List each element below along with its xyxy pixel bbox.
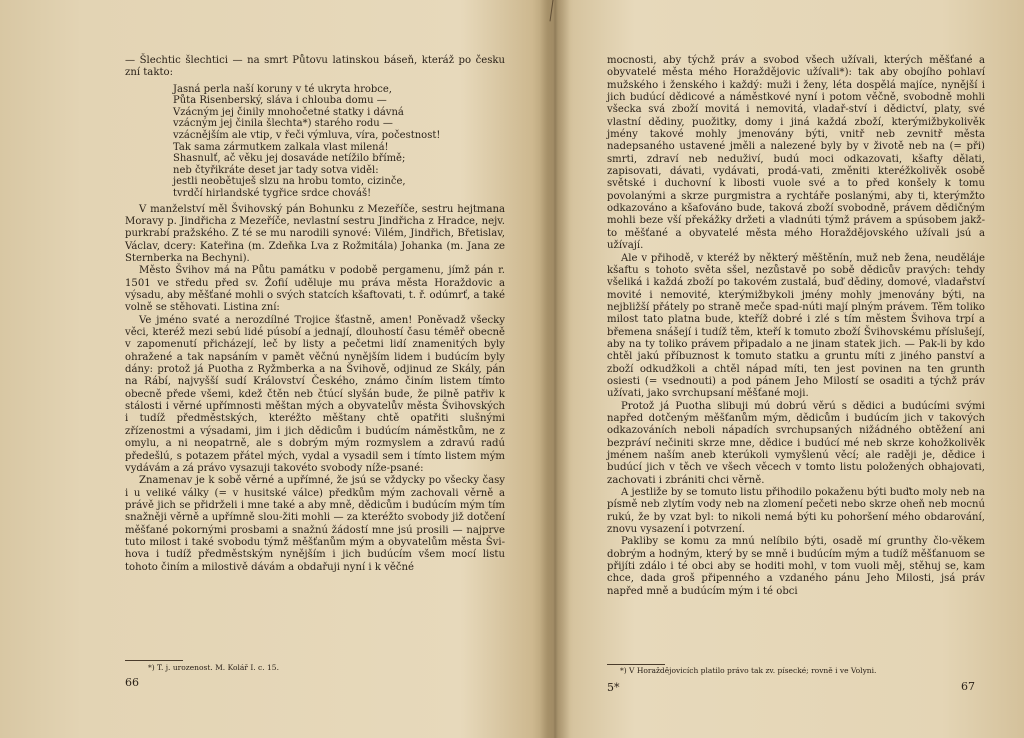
poem-line: Shasnulť, ač věku jej dosaváde netížilo břímě; xyxy=(173,153,406,165)
footnote: *) V Horaždějovicích platilo právo tak zv. písecké; rovně i ve Volyni. xyxy=(620,666,877,675)
footnote-rule xyxy=(125,660,183,661)
page-number: 66 xyxy=(125,676,139,689)
poem-line: Jasná perla naší koruny v té ukryta hrobce, xyxy=(173,83,392,95)
paragraph: Pakliby se komu za mnú nelíbilo býti, osadě mí grunthy člo-věkem dobrým a hodným, který by se mně i budúcím mým a tudíž měšťanuom se přijíti zdálo i té obci aby se hoditi mohl, v tom vuoli měj, stěhuj se, kam chce, dada groš připenného a vzdaného pánu Jeho Milosti, jsá práv napřed mně a budúcím mým i té obci xyxy=(607,536,985,597)
intro-paragraph: — Šlechtic šlechtici — na smrt Půtovu latinskou báseň, kteráž po česku zní takto: xyxy=(125,55,505,79)
paragraph: Ale v přihodě, v kteréž by některý měštěnín, muž neb žena, neuděláje kšaftu s tohoto světa sšel, nezůstavě po sobě dědicův pravých: tehdy všeliká i každá zboží po takovém zustalá, buď dědiny, domové, vladařství movité i nemovité, kterýmižbykoli jmény mohly jmenovány býti, na nejbližší přátely po straně meče spad-núti mají plným právem. Těm toliko milost tato platna bude, kteříž dobré i zlé s tím městem Švihova trpí a břemena snášejí i tudíž těm, kteří k tomuto zboží Švihovskému příslušejí, aby na ty toliko právem připadalo a ne jinam statek jich. — Pak-li by kdo chtěl jakú příbuznost k tomuto statku a gruntu míti z jiného panství a zboží odkudžkoli a chtěl nápad míti, ten jest povinen na ten grunth osiesti (= vsednouti) a pod pánem Jeho Milostí se osaditi a týchž práv užívati, jako svrchupsaní měšťané moji. xyxy=(607,252,985,400)
paragraph: V manželství měl Švihovský pán Bohunku z Mezeříče, sestru hejtmana Moravy p. Jindřicha z Mezeříče, nevlastní sestru Jindřicha z Hradce, nejv. purkrabí pražského. Z té se mu narodili synové: Vilém, Jindřich, Břetislav, Václav, dcery: Kateřina (m. Zdeňka Lva z Rožmitála) Johanka (m. Jana ze Sternberka na Bechyni). xyxy=(125,203,505,264)
poem xyxy=(173,84,505,200)
left-page-text xyxy=(125,55,505,574)
paragraph: A jestliže by se tomuto listu přihodilo pokaženu býti buďto moly neb na písmě neb zlytím vody neb na zlomení pečeti nebo skrze oheň neb mocnú rukú, že by vzat byl: to nikoli nemá býti ku pohoršení mého obdarování, znovu vysazení i potvrzení. xyxy=(607,487,985,536)
footnote: *) T. j. urozenost. M. Kolář I. c. 15. xyxy=(148,663,279,672)
paragraph: Znamenav je k sobě věrné a upřímné, že jsú se vždycky po všecky časy i u veliké války (= v husitské válce) předkům mým zachovali věrně a právě jich se přidrželi i mne také a aby mně, dědicům i budúcím mým tím snažněji věrně a upřímně slou-žiti mohli — za kteréžto svobody již dotčení měšťané pokornými prosbami a snažnú žádostí mne jsú prosili — najprve tuto milost i také svobodu týmž měšťanům mým a obyvatelům města Švi-hova i tudíž předměstským nynějším i jich budúcím všem mocí listu tohoto činím a milostivě dávám a obdařuji nyní i k věčné xyxy=(125,475,505,573)
poem-line: tvrdčí hirlandské tygřice srdce chováš! xyxy=(173,188,372,200)
poem-line: Tak sama zármutkem zalkala vlast milená! xyxy=(173,141,389,153)
poem-line: jestli neobětuješ slzu na hrobu tomto, cizinče, xyxy=(173,176,406,188)
poem-line: neb čtyřikráte deset jar tady sotva viděl: xyxy=(173,164,379,176)
paragraph: Město Švihov má na Půtu památku v podobě pergamenu, jímž pán r. 1501 ve středu před sv. Žofií uděluje mu práva města Horaždovic a výsadu, aby měšťané mohli o svých statcích kšaftovati, t. ř. odúmrť, a také volně se stěhovati. Listina zní: xyxy=(125,265,505,314)
footnote-rule xyxy=(607,664,665,665)
poem-line: Půta Risenberský, sláva i chlouba domu — xyxy=(173,95,387,107)
poem-line: vzácným jej činila šlechta*) starého rodu — xyxy=(173,118,393,130)
right-page-text xyxy=(607,55,985,598)
page-number: 67 xyxy=(961,680,975,693)
paragraph: Protož já Puotha slibuji mú dobrú věrú s dědici a budúcími svými napřed dotčeným měšťanům mým, dědicům i budúcím jich v takových odkazováních neboli nápadích svrchupsaných nižádného obtěžení ani bezpráví nečiniti skrze mne, dědice i budúcí mé neb skrze kohožkolivěk jménem naším aneb kterúkoli vymyšlenú věcí; ale raději je, dědice i budúcí jich v těch ve všech věcech v tomto listu položených obhajovati, zachovati i zbrániti chci věrně. xyxy=(607,400,985,486)
poem-line: Vzácným jej činily mnohočetné statky i dávná xyxy=(173,106,404,118)
paragraph: Ve jméno svaté a nerozdílné Trojice šťastně, amen! Poněvadž všecky věci, kteréž mezi sebú lidé púsobí a jednají, dlouhostí času téměř obecně v zapomenutí přicházejí, leč by listy a pečetmi lidí znamenitých byly ohražené a tak napsáním v pamět věčnú nynějším lidem i budúcím byly dány: protož já Puotha z Ryžmberka a na Švihově, odjinud ze Skály, pán na Rábí, najvyšší sudí Království Českého, známo činím listem tímto obecně přede všemi, kdež čtěn neb čtúcí slyšán bude, že pilně patřiv k stálosti i věrné upřímnosti měštan mých a obyvatelův města Švihovských i tudíž předměstských, kteréžto měštany chtě opatřiti slušnými zřízenostmi a výsadami, jim i jich dědicům i budúcím náměstkům, ne z omylu, a ni neopatrně, ale s dobrým mým rozmyslem a zdravú radú předešlú, s potazem přátel mých, vydal a vysadil sem i tímto listem mým vydávám a zá právo vysazuji takovéto svobody níže-psané: xyxy=(125,314,505,474)
signature-mark: 5* xyxy=(607,681,620,694)
right-page xyxy=(565,0,1024,738)
poem-line: vzácnějším ale vtip, v řeči výmluva, víra, počestnost! xyxy=(173,130,441,142)
paragraph: mocnosti, aby týchž práv a svobod všech užívali, kterých měšťané a obyvatelé města mého Horaždějovic užívali*): tak aby obojího pohlaví mužského i ženského i každý: muži i ženy, léta dospělá majíce, nynější i jich budúcí dědicové a náměstkové nyní i potom věčně, svobodně mohli všecka svá zboží movitá i nemovitá, vladař-ství i dědictví, platy, své vlastní dědiny, puožitky, domy i jiná každá zboží, kterýmižbykolivěk jmény takové mohly jmenovány býti, vnitř neb zevnitř města nadepsaného ustavené jměli a nalezené byly by v životě neb na (= při) smrti, zdraví neb neduživí, budú moci odkazovati, kšafty dělati, zapisovati, dávati, vydávati, prodá-vati, změniti kteréžkolivěk osobě světské i duchovní k libosti vuole své a to před konšely k tomu povolanými a skrze purgmistra a rychtáře poslanými, aby ti, kterýmžto odkazováno a kšafováno bude, taková zboží svobodně, právem dědičným mohli beze vší překážky držeti a vladnúti týmž právem a spúsobem jakž-to měšťané a obyvatelé města mého Horaždějovského užívali jsú a užívají. xyxy=(607,55,985,252)
